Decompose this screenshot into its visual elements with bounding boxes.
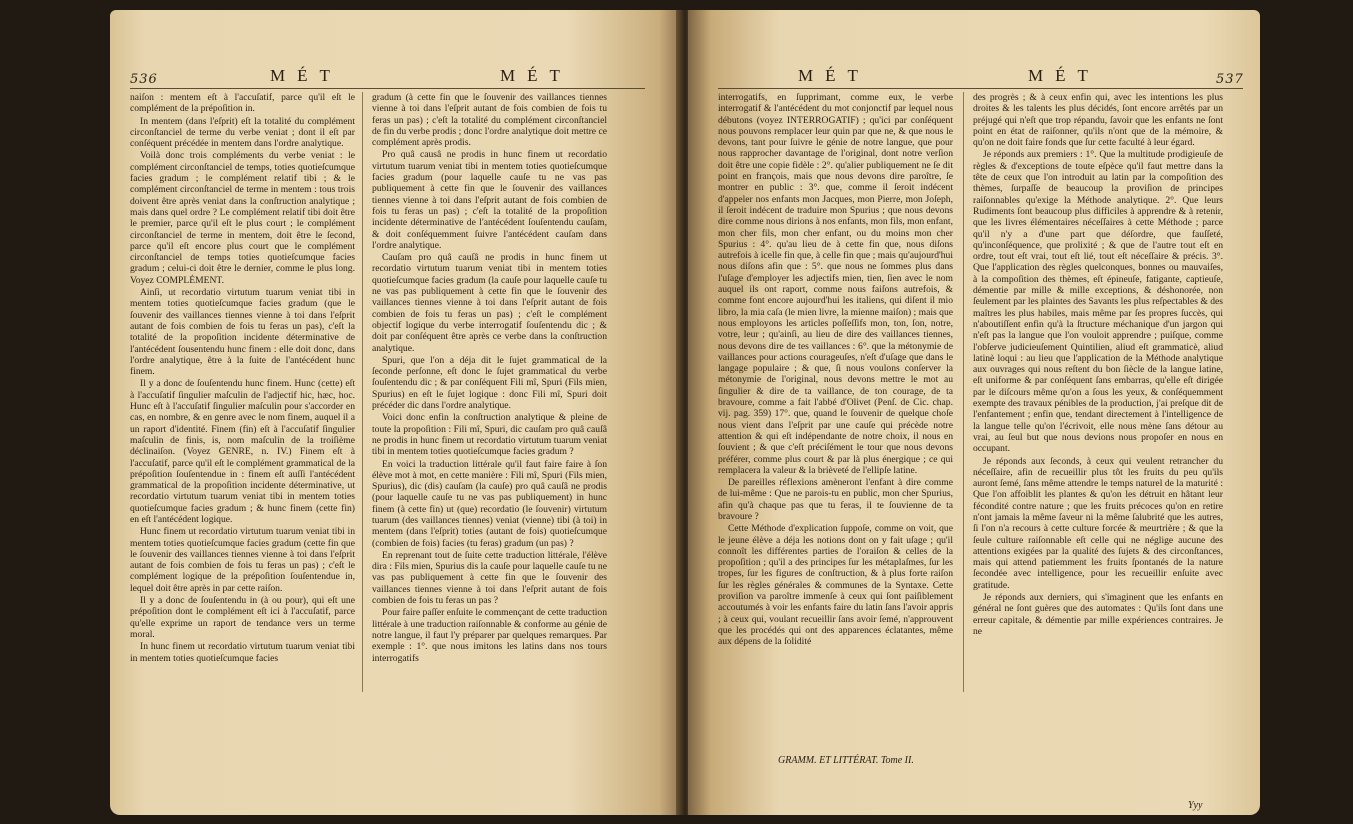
book-spread xyxy=(110,10,1260,815)
paragraph: De pareilles réflexions amèneront l'enfant à dire comme de lui-même : Que ne parois-tu en public, mon cher Spurius, afin qu'à chaque pas que tu feras, il te ſouvienne de ta bravoure ? xyxy=(718,477,953,522)
paragraph: Je réponds aux ſeconds, à ceux qui veulent retrancher du néceſſaire, afin de recueillir plus tôt les fruits du peu qu'ils auront ſemé, ſans même attendre le temps naturel de la maturité : Que l'on affoiblit les plantes & qu'on les détruit en hâtant leur fécondité contre nature ; que les fruits précoces qu'on en retire n'ont jamais la même ſaveur ni la même ſalubrité que les autres, ſi l'on n'a recours à cette culture forcée & meurtrière ; & que la ſeule culture raiſonnable eſt celle qui ne néglige aucune des attentions exigées par la qualité des ſujets & des circonſtances, mais qui attend patiemment les fruits ſpontanés de la nature ſecondée avec intelligence, pour les recueillir enſuite avec gratitude. xyxy=(973,455,1223,591)
paragraph: Cauſam pro quâ cauſâ ne prodis in hunc finem ut recordatio virtutum tuarum veniat tibi in mentem toties quotieſcumque facies gradum (la cauſe pour laquelle cauſe tu ne vas pas publiquement à cette fin que le ſouvenir des vaillances tiennes vienne à toi dans l'eſprit autant de fois combien de fois tu feras un pas) ; c'eſt le complément objectif logique du verbe interrogatif ſouſentendu dic ; & doit par conſéquent être après ce verbe dans la conſtruction analytique. xyxy=(372,252,607,354)
paragraph: Je réponds aux premiers : 1°. Que la multitude prodigieuſe de règles & d'exceptions de toute eſpèce qu'il faut mettre dans la tête de ceux que l'on introduit au latin par la compoſition des thèmes, ſurpaſſe de beaucoup la proviſion de principes raiſonnables qu'exige la Méthode analytique. 2°. Que leurs Rudiments ſont beaucoup plus difficiles à apprendre & à retenir, que les livres élémentaires néceſſaires à cette Méthode ; parce qu'il n'y a d'une part que déſordre, que fauſſeté, qu'inconſéquence, que prolixité ; & que de l'autre tout eſt en ordre, tout eſt vrai, tout eſt lié, tout eſt néceſſaire & précis. 3°. Que l'application des règles quelconques, bonnes ou mauvaiſes, à la compoſition des thèmes, eſt épineuſe, fatigante, captieuſe, démentie par mille & mille exceptions, & déshonorée, non ſeulement par les plaintes des Savants les plus reſpectables & des maîtres les plus habiles, mais même par ſes propres ſuccès, qui n'aboutiſſent enfin qu'à la ſtructure méchanique d'un jargon qui n'eſt pas la langue que l'on vouloit apprendre ; puiſque, comme l'obſerve judicieuſement Quintilien, aliud eſt grammaticè, aliud latinè loqui : au lieu que l'application de la Méthode analytique aux ouvrages qui nous reſtent du bon ſiècle de la langue latine, eſt uniforme & par conſéquent ſans embarras, qu'elle eſt dirigée par le diſcours même qu'on a ſous les yeux, & conſéquemment exempte des travaux pénibles de la production, j'ai preſque dit de l'enfantement ; enfin que, tendant directement à l'intelligence de la langue telle qu'on l'écrivoit, elle nous mène ſans détour au vrai, au ſeul but que nous devions nous propoſer en nous en occupant. xyxy=(973,149,1223,455)
right-page-column-2 xyxy=(973,92,1223,792)
running-head: MÉT xyxy=(270,66,342,85)
signature-line: GRAMM. ET LITTÉRAT. Tome II. xyxy=(778,755,914,766)
left-page xyxy=(110,10,682,815)
paragraph: Hunc finem ut recordatio virtutum tuarum veniat tibi in mentem toties quotieſcumque facies gradum (cette fin que le ſouvenir des vaillances tiennes vienne à toi dans l'eſprit autant de fois combien de fois tu feras un pas) ; c'eſt le complément logique de la prépoſition ſouſentendue in, lequel doit être après in par cette raiſon. xyxy=(130,526,355,594)
running-head-2: MÉT xyxy=(500,66,572,85)
paragraph: In mentem (dans l'eſprit) eſt la totalité du complément circonſtanciel de terme du verbe veniat ; dont il eſt par conſéquent précédée in mentem dans l'ordre analytique. xyxy=(130,115,355,150)
running-head-2: MÉT xyxy=(1028,66,1100,85)
paragraph: Je réponds aux derniers, qui s'imaginent que les enfants en général ne ſont guères que des automates : Qu'ils ſont dans une erreur capitale, & démentie par mille expériences contraires. Je ne xyxy=(973,592,1223,637)
signature-mark: Yyy xyxy=(1188,800,1203,811)
paragraph: Cette Méthode d'explication ſuppoſe, comme on voit, que le jeune élève a déja les notions dont on y fait uſage ; qu'il connoît les différentes parties de l'oraiſon & celles de la propoſition ; qu'il a des principes ſur les métaplaſmes, ſur les tropes, ſur les figures de conſtruction, & à plus forte raiſon ſur les règles générales & communes de la Syntaxe. Cette proviſion va paroître immenſe à ceux qui ſont paiſiblement accoutumés à voir les enfants faire du latin ſans l'avoir appris ; à ceux qui, voulant recueillir ſans avoir ſemé, n'approuvent que les procédés qui ont des apparences éclatantes, même aux dépens de la ſolidité xyxy=(718,523,953,648)
left-page-column-1 xyxy=(130,92,355,792)
paragraph: Spuri, que l'on a déja dit le ſujet grammatical de la ſeconde perſonne, eſt donc le ſujet grammatical du verbe ſouſentendu dic ; & par conſéquent Fili mî, Spuri (Fils mien, Spurius) en eſt le ſujet logique : donc Fili mî, Spuri doit précéder dic dans l'ordre analytique. xyxy=(372,354,607,412)
paragraph: interrogatifs, en ſupprimant, comme eux, le verbe interrogatif & l'antécédent du mot conjonctif par lequel nous débutons (voyez INTERROGATIF) ; qu'ici par conſéquent nous pouvons remplacer leur quin par que ne, & que nous le devons, tant pour ſuivre le génie de notre langue, que pour nous rapprocher davantage de l'original, dont notre verſion doit être une copie fidèle : 2°. qu'alier publiquement ne ſe dit point en françois, mais que nous devons dire paroître, ſe montrer en public : 3°. que, comme il ſeroit indécent d'appeler nos enfants mon Jacques, mon Pierre, mon Joſeph, il ſeroit indécent de traduire mon Spurius ; que nous devons dire comme nous dirions à nos enfants, mon fils, mon enfant, mon cher fils, mon cher enfant, ou du moins mon cher Spurius : 4°. qu'au lieu de à cette fin que, nous diſons autrefois à icelle fin que, à celle fin que ; mais qu'aujourd'hui nous diſons afin que : 5°. que nous ne ſommes plus dans l'uſage d'employer les adjectifs mien, tien, ſien avec le nom auquel ils ont raport, comme nous faiſons autrefois, & comme font encore aujourd'hui les italiens, qui diſent il mio libro, la mia caſa (le mien livre, la mienne maiſon) ; mais que nous employons les articles poſſeſſifs mon, ton, ſon, notre, votre, leur ; qu'ainſi, au lieu de dire des vaillances tiennes, nous devons dire de tes vaillances : 6°. que la métonymie de vaillances pour actions courageuſes, n'eſt d'uſage que dans le langage populaire ; & que, ſi nous voulons conſerver la métonymie de l'original, nous devons mettre le mot au ſingulier & dire de ta vaillance, de ton courage, de ta bravoure, comme a fait l'abbé d'Olivet (Penſ. de Cic. chap. vij. pag. 359) 17°. que, quand le ſouvenir de quelque choſe nous vient dans l'eſprit par une cauſe qui précède notre attention & qui eſt indépendante de notre choix, il nous en ſouvient ; & que c'eſt préciſément le tour que nous devons préférer, comme plus court & par là plus énergique ; ce qui remplacera la valeur & la brièveté de l'ellipſe latine. xyxy=(718,92,953,476)
column-divider xyxy=(963,92,964,692)
running-head: MÉT xyxy=(798,66,870,85)
paragraph: Ainſi, ut recordatio virtutum tuarum veniat tibi in mentem toties quotieſcumque facies gradum (que le ſouvenir des vaillances tiennes vienne à toi dans l'eſprit autant de fois combien de fois tu feras un pas), c'eſt la totalité de la propoſition incidente déterminative de l'antécédent ſousentendu hunc finem : elle doit donc, dans l'ordre analytique, être à la ſuite de l'antécédent hunc finem. xyxy=(130,287,355,378)
paragraph: Il y a donc de ſouſentendu in (à ou pour), qui eſt une prépoſition dont le complément eſt ici à l'accuſatif, parce qu'elle exprime un raport de tendance vers un terme moral. xyxy=(130,595,355,640)
page-number: 536 xyxy=(130,72,158,87)
header-rule xyxy=(718,88,1243,89)
paragraph: In hunc finem ut recordatio virtutum tuarum veniat tibi in mentem toties quotieſcumque facies xyxy=(130,641,355,664)
paragraph: Pro quâ causâ ne prodis in hunc finem ut recordatio virtutum tuarum veniat tibi in mentem toties quotieſcumque facies gradum (pour laquelle cauſe tu ne vas pas publiquement à cette fin que le ſouvenir des vaillances tiennes vienne à toi dans l'eſprit autant de fois combien de fois tu feras un pas) ; c'eſt la totalité de la propoſition incidente déterminative de l'antécédent ſouſentendu cauſam, & doit conſéquemment ſuivre l'antécédent cauſam dans l'ordre analytique. xyxy=(372,149,607,251)
paragraph: Voici donc enfin la conſtruction analytique & pleine de toute la propoſition : Fili mî, Spuri, dic cauſam pro quâ cauſâ ne prodis in hunc finem ut recordatio virtutum tuarum veniat tibi in mentem toties quotieſcumque facies gradum ? xyxy=(372,412,607,458)
column-divider xyxy=(362,92,363,692)
paragraph: naiſon : mentem eſt à l'accuſatif, parce qu'il eſt le complément de la prépoſition in. xyxy=(130,92,355,115)
right-page-column-1 xyxy=(718,92,953,747)
page-number: 537 xyxy=(1216,72,1244,87)
paragraph: gradum (à cette fin que le ſouvenir des vaillances tiennes vienne à toi dans l'eſprit autant de fois combien de fois tu feras un pas) ; c'eſt la totalité du complément circonſtanciel de fin du verbe prodis ; donc l'ordre analytique doit mettre ce complément après prodis. xyxy=(372,92,607,149)
paragraph: Voilà donc trois compléments du verbe veniat : le complément circonſtanciel de temps, toties quotieſcumque facies gradum ; le complément relatif tibi ; & le complément circonſtanciel de terme in mentem : tous trois doivent être après veniat dans la conſtruction analytique ; mais dans quel ordre ? Le complément relatif tibi doit être le premier, parce qu'il eſt le plus court ; le complément circonſtanciel de terme in mentem, doit être le ſecond, parce qu'il eſt encore plus court que le complément circonſtanciel de temps toties quotieſcumque facies gradum ; celui-ci doit être le dernier, comme le plus long. Voyez COMPLÉMENT. xyxy=(130,150,355,286)
paragraph: Pour faire paſſer enſuite le commençant de cette traduction littérale à une traduction raiſonnable & conforme au génie de notre langue, il faut l'y préparer par quelques remarques. Par exemple : 1°. que nous imitons les latins dans nos tours interrogatifs xyxy=(372,607,607,664)
right-page xyxy=(688,10,1260,815)
header-rule xyxy=(130,88,645,89)
paragraph: En voici la traduction littérale qu'il faut faire faire à ſon élève mot à mot, en cette manière : Fili mî, Spuri (Fils mien, Spurius), dic (dis) cauſam (la cauſe) pro quâ cauſâ ne prodis (pour laquelle cauſe tu ne vas pas publiquement) in hunc finem (à cette fin) ut (que) recordatio (le ſouvenir) virtutum tuarum (des vaillances tiennes) veniat (vienne) tibi (à toi) in mentem (dans l'eſprit) toties (autant de fois) quotieſcumque (combien de fois) facies (tu feras) gradum (un pas) ? xyxy=(372,458,607,549)
paragraph: En reprenant tout de ſuite cette traduction littérale, l'élève dira : Fils mien, Spurius dis la cauſe pour laquelle cauſe tu ne vas pas publiquement à cette fin que le ſouvenir des vaillances tiennes vienne à toi dans l'eſprit autant de fois combien de fois tu feras un pas ? xyxy=(372,549,607,607)
left-page-column-2 xyxy=(372,92,607,792)
paragraph: Il y a donc de ſouſentendu hunc finem. Hunc (cette) eſt à l'accuſatif ſingulier maſculin de l'adjectif hic, hæc, hoc. Hunc eſt à l'accuſatif ſingulier maſculin pour s'accorder en cas, en nombre, & en genre avec le nom finem, auquel il a un raport d'identité. Finem (fin) eſt à l'accuſatif ſingulier maſculin de finis, is, nom maſculin de la troiſième déclinaiſon. (Voyez GENRE, n. IV.) Finem eſt à l'accuſatif, parce qu'il eſt le complément grammatical de la prépoſition ſouſentendue in : finem eſt auſſi l'antécédent grammatical de la propoſition incidente déterminative, ut recordatio virtutum tuarum veniat tibi in mentem toties quotieſcumque facies gradum ; & hunc finem (cette fin) en eſt l'antécédent logique. xyxy=(130,378,355,525)
paragraph: des progrès ; & à ceux enfin qui, avec les intentions les plus droites & les talents les plus décidés, ſont encore arrêtés par un préjugé qui n'eſt que trop répandu, ſavoir que les enfants ne ſont point en état de raiſonner, qu'ils n'ont que de la mémoire, & qu'on ne doit faire fonds que ſur cette faculté à leur égard. xyxy=(973,92,1223,149)
